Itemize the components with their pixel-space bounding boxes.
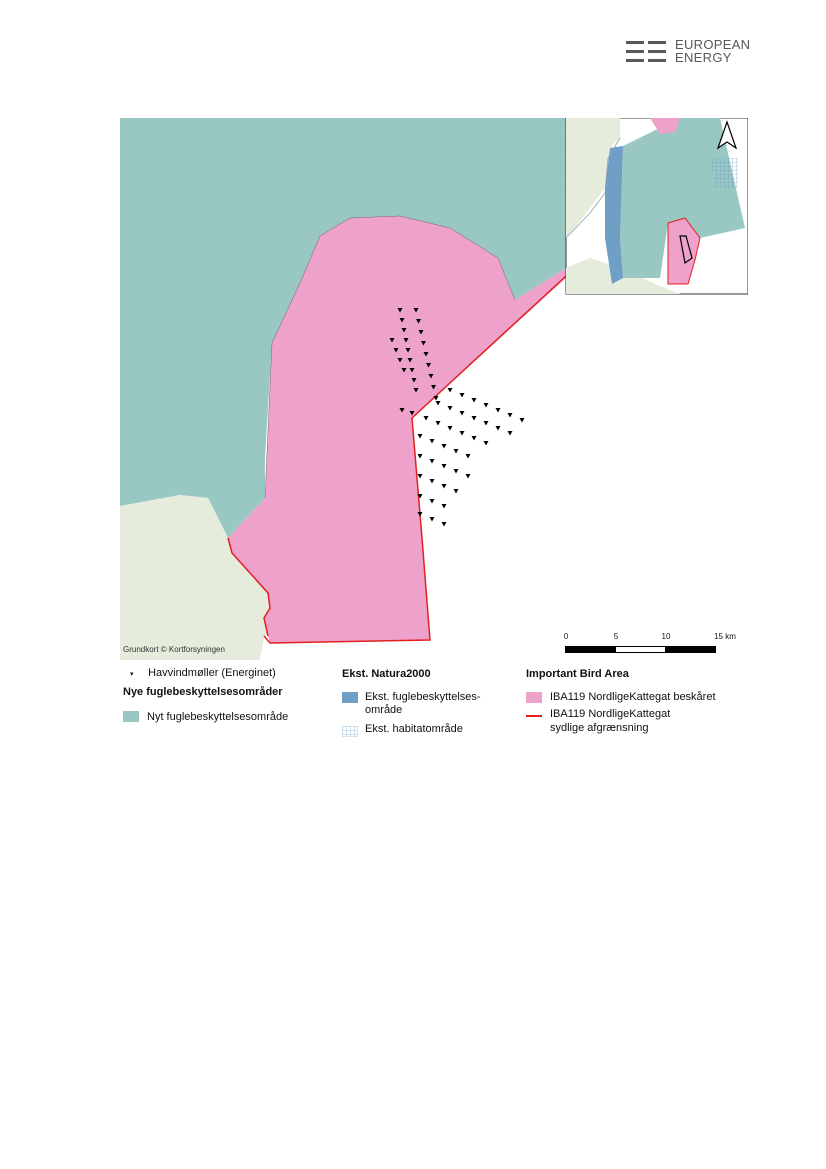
turbine-marker — [466, 474, 471, 479]
turbine-marker — [466, 454, 471, 459]
turbine-marker — [472, 436, 477, 441]
scale-label-5: 5 — [613, 632, 619, 641]
legend-habitat-label: Ekst. habitatområde — [365, 723, 463, 735]
map-figure — [120, 118, 748, 660]
legend-new-area-label: Nyt fuglebeskyttelsesområde — [147, 711, 289, 723]
turbine-marker — [436, 421, 441, 426]
turbine-marker — [484, 403, 489, 408]
inset-map — [566, 118, 748, 294]
turbine-marker — [442, 522, 447, 527]
turbine-marker — [472, 398, 477, 403]
turbine-marker — [418, 454, 423, 459]
turbine-marker — [442, 504, 447, 509]
turbine-marker — [484, 441, 489, 446]
scale-label-15: 15 km — [714, 632, 736, 641]
turbine-marker — [454, 469, 459, 474]
turbine-marker — [430, 499, 435, 504]
turbine-marker — [508, 431, 513, 436]
turbine-marker — [496, 426, 501, 431]
map-legend — [120, 661, 748, 741]
legend-swatch-habitat — [342, 724, 358, 735]
legend-iba-label: IBA119 NordligeKattegat beskåret — [550, 691, 716, 703]
turbine-marker — [448, 406, 453, 411]
brand-line-2: ENERGY — [675, 50, 732, 65]
turbine-marker — [520, 418, 525, 423]
logo-bars-icon — [626, 40, 668, 64]
turbine-marker — [430, 459, 435, 464]
turbine-marker — [454, 489, 459, 494]
turbine-marker — [442, 464, 447, 469]
turbine-marker — [442, 444, 447, 449]
turbine-marker — [460, 393, 465, 398]
european-energy-logo — [626, 36, 766, 68]
turbine-marker — [460, 431, 465, 436]
scale-label-0: 0 — [563, 632, 569, 641]
new-bird-area-hatched — [490, 118, 566, 198]
legend-bird-area-label-1: Ekst. fuglebeskyttelses- — [365, 691, 481, 703]
scale-segment-2 — [615, 646, 666, 653]
turbine-marker — [430, 479, 435, 484]
map-canvas — [120, 118, 748, 660]
legend-turbines — [130, 667, 276, 681]
turbine-marker — [436, 401, 441, 406]
legend-iba-line-label-2: sydlige afgrænsning — [550, 722, 649, 734]
brand-name — [675, 38, 750, 64]
turbine-marker — [454, 449, 459, 454]
legend-bird-area-label-2: område — [365, 704, 403, 716]
scale-segment-3 — [665, 646, 716, 653]
scale-bar — [563, 632, 736, 656]
legend-section-natura: Ekst. Natura2000 — [342, 668, 431, 680]
turbine-marker — [424, 416, 429, 421]
legend-swatch-bird-area — [342, 692, 358, 703]
turbine-marker — [508, 413, 513, 418]
brand-line-1: EUROPEAN — [675, 37, 751, 52]
legend-section-iba: Important Bird Area — [526, 668, 629, 680]
turbine-marker — [418, 474, 423, 479]
turbine-marker — [418, 434, 423, 439]
turbine-symbol-icon: ▾ — [130, 671, 134, 678]
scale-segment-1 — [565, 646, 616, 653]
turbine-marker — [472, 416, 477, 421]
turbine-marker — [442, 484, 447, 489]
turbine-marker — [460, 411, 465, 416]
map-credit: Grundkort © Kortforsyningen — [123, 645, 225, 654]
turbine-marker — [430, 439, 435, 444]
legend-section-new-areas: Nye fuglebeskyttelsesområder — [123, 686, 283, 698]
turbine-marker — [430, 517, 435, 522]
legend-line-iba-border — [526, 715, 542, 717]
legend-swatch-iba — [526, 692, 542, 703]
legend-turbines-label: Havvindmøller (Energinet) — [148, 667, 276, 679]
scale-label-10: 10 — [661, 632, 671, 641]
legend-iba-line-label-1: IBA119 NordligeKattegat — [550, 708, 671, 720]
turbine-marker — [448, 388, 453, 393]
turbine-marker — [448, 426, 453, 431]
turbine-marker — [496, 408, 501, 413]
legend-swatch-new-area — [123, 711, 139, 722]
turbine-marker — [484, 421, 489, 426]
